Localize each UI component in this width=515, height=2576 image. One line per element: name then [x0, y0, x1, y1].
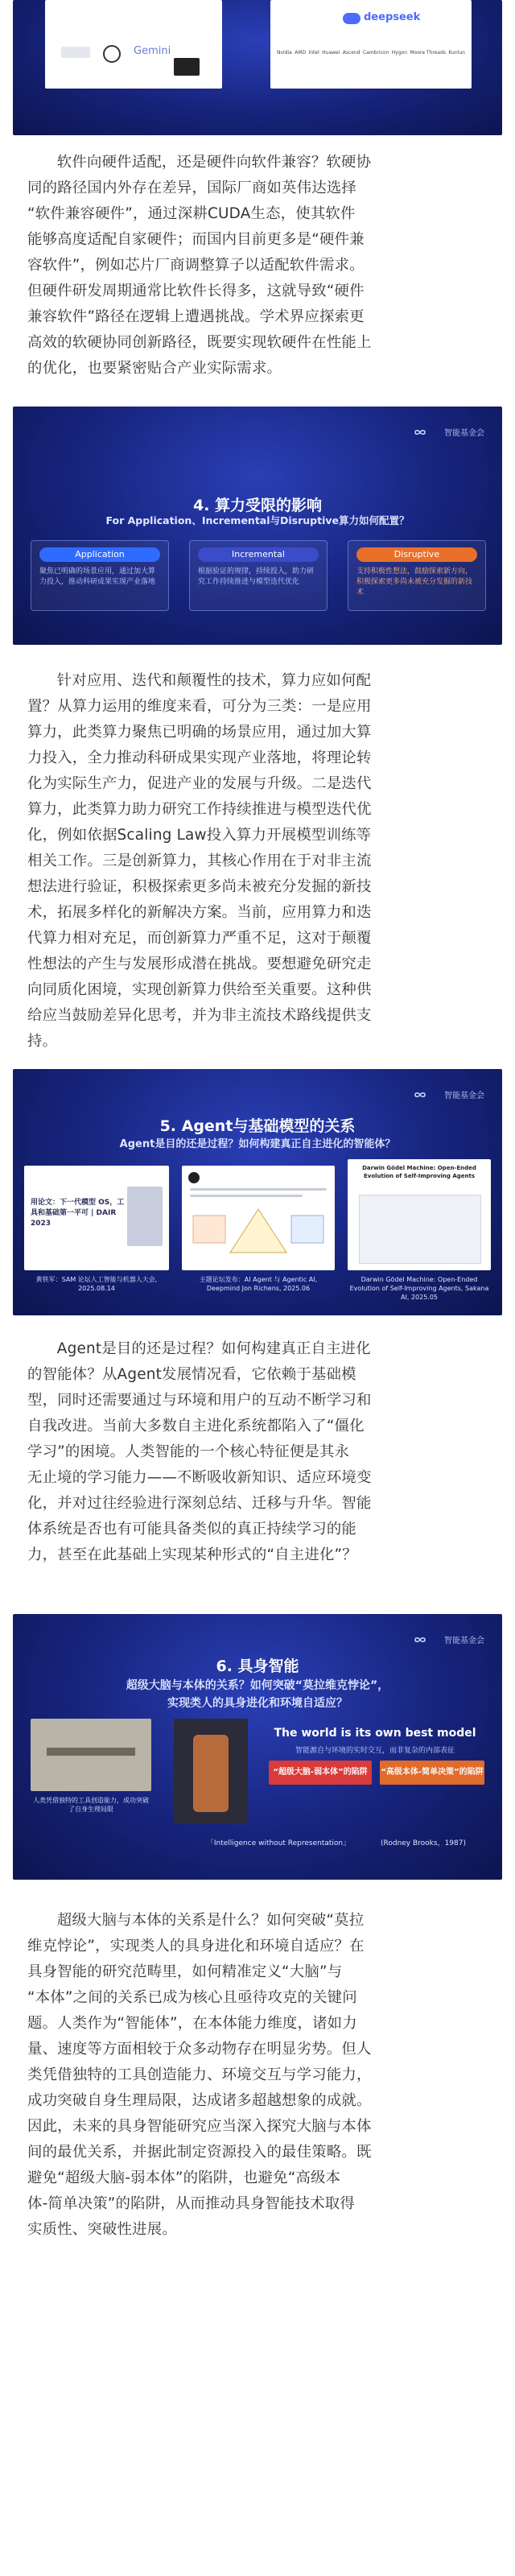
- text-line: 化，并对过往经验进行深刻总结、迁移与升华。智能: [27, 1495, 372, 1512]
- text-line: 具身智能的研究范畴里，如何精准定义“大脑”与: [27, 1963, 343, 1980]
- text-line: 力，甚至在此基础上实现某种形式的“自主进化”？: [27, 1546, 357, 1563]
- deepseek-label: deepseek: [364, 11, 421, 23]
- card-text: 支持积极性想法，鼓励探索新方向，积极探索更多尚未被充分发掘的新技术: [356, 568, 473, 597]
- slide-subtitle: 超级大脑与本体的关系？如何突破“莫拉维克悖论”，: [126, 1679, 389, 1692]
- foundation-logo: [410, 1088, 484, 1100]
- text-line: 化为实际生产力，促进产业的发展与升级。二是迭代: [27, 775, 372, 792]
- paragraph-agent: [27, 1336, 488, 1568]
- card-incremental: [189, 540, 328, 611]
- text-line: 避免“超级大脑-弱本体”的陷阱，也避免“高级本: [27, 2169, 341, 2186]
- caption: 主题论坛发布：AI Agent 与 Agentic AI, Deepmind Jon Richens, 2025.06: [199, 1276, 318, 1292]
- citation: (Rodney Brooks，1987): [380, 1839, 466, 1847]
- text-line: 型，同时还需要通过与环境和用户的互动不断学习和: [27, 1392, 372, 1409]
- text-line: 算力，此类算力聚焦已明确的场景应用，通过加大算: [27, 724, 372, 741]
- photo-robot: [174, 1719, 248, 1823]
- vendor-logo: Nvidia: [277, 50, 292, 56]
- text-line: 力投入，全力推动科研成果实现产业落地，将理论转: [27, 749, 372, 766]
- caption: 人类凭借独特的工具创造能力，成功突破了自身生理局限: [33, 1797, 149, 1813]
- tile-icon: [61, 47, 90, 58]
- slide-embodied-intelligence: [13, 1614, 502, 1880]
- vendor-logo: Hygon: [391, 50, 408, 56]
- vendor-logo-row: [277, 50, 465, 56]
- infinity-logo-icon: [410, 1634, 439, 1645]
- text-line: 体-简单决策”的陷阱，从而推动具身智能技术取得: [27, 2195, 355, 2212]
- diagram-icon: [190, 1204, 327, 1261]
- card-disruptive: [348, 540, 486, 611]
- top-slide-left-panel: [45, 0, 222, 89]
- text-line: 实质性、突破性进展。: [27, 2221, 177, 2238]
- text-line: 软件向硬件适配，还是硬件向软件兼容？软硬协: [56, 154, 372, 171]
- foundation-logo-text: 智能基金会: [444, 1092, 484, 1100]
- trap-box-left: “超级大脑-弱本体”的陷阱: [269, 1761, 372, 1785]
- robot-body: [193, 1735, 229, 1812]
- slide-title: 6. 具身智能: [216, 1657, 299, 1675]
- foundation-logo-text: 智能基金会: [444, 1637, 484, 1645]
- text-line: 持。: [27, 1033, 58, 1050]
- screenshot-talk: [24, 1166, 169, 1270]
- text-line: 给应当鼓励差异化思考，并为非主流技术路线提供支: [27, 1007, 372, 1024]
- vendor-logo: AMD: [295, 50, 307, 56]
- photo-early-flight: [31, 1719, 151, 1791]
- post-text-line: [190, 1188, 327, 1191]
- text-line: 维克悖论”，实现类人的具身进化和环境自适应？在: [27, 1938, 365, 1955]
- slide-title: 5. Agent与基础模型的关系: [159, 1117, 356, 1135]
- openai-icon: [103, 45, 121, 63]
- slide-agent-foundation-model: [13, 1069, 502, 1315]
- vendor-logo: Cambricon: [362, 50, 389, 56]
- vendor-logo: Ascend: [342, 50, 360, 56]
- text-line: 但硬件研发周期通常比软件长得多，这就导致“硬件: [27, 283, 365, 299]
- paper-title: Darwin Gödel Machine: Open-Ended Evolution of Self-Improving Agents: [362, 1165, 476, 1179]
- text-line: 题。人类作为“智能体”，在本体能力维度，诸如力: [27, 2015, 357, 2032]
- text-line: 学习”的困境。人类智能的一个核心特征便是其永: [27, 1443, 350, 1460]
- speaker-photo: [127, 1187, 163, 1246]
- text-line: 间的最优关系，并据此制定资源投入的最佳策略。既: [27, 2144, 372, 2161]
- vendor-logo: Kunlun: [448, 50, 465, 56]
- paper-figure: [359, 1195, 481, 1264]
- paragraph-embodied: [27, 1908, 488, 2243]
- text-line: 无止境的学习能力——不断吸收新知识、适应环境变: [27, 1469, 372, 1486]
- text-line: 成功突破自身生理局限，达成诸多超越想象的成就。: [27, 2092, 372, 2109]
- vendor-logo: Intel: [308, 50, 319, 56]
- text-line: 术，拓展多样化的新解决方案。当前，应用算力和迭: [27, 904, 372, 921]
- text-line: 化，例如依据Scaling Law投入算力开展模型训练等: [27, 827, 372, 844]
- text-line: 代算力相对充足，而创新算力严重不足，这对于颠覆: [27, 930, 372, 947]
- text-line: Agent是目的还是过程？如何构建真正自主进化: [56, 1340, 371, 1357]
- deepseek-icon: [343, 13, 360, 24]
- slide-subtitle: Agent是目的还是过程？如何构建真正自主进化的智能体？: [119, 1138, 396, 1150]
- chip-icon: [174, 58, 200, 76]
- trap-box-right: “高级本体-简单决策”的陷阱: [380, 1761, 484, 1785]
- screenshot-post: [182, 1166, 335, 1270]
- text-line: “软件兼容硬件”，通过深耕CUDA生态，使其软件: [27, 205, 356, 222]
- text-line: 的智能体？从Agent发展情况看，它依赖于基础模: [27, 1366, 356, 1383]
- text-line: 的优化，也要紧密贴合产业实际需求。: [27, 360, 282, 377]
- slide-compute-constraints: [13, 407, 502, 645]
- text-line: 因此，未来的具身智能研究应当深入探究大脑与本体: [27, 2118, 372, 2135]
- paragraph-compute-types: [27, 668, 488, 1055]
- infinity-logo-icon: [410, 1089, 439, 1100]
- text-line: 兼容软件”路径在逻辑上遭遇挑战。学术界应探索更: [27, 308, 365, 325]
- gemini-label: Gemini: [134, 45, 171, 57]
- caption: Darwin Gödel Machine: Open-Ended Evolution of Self-Improving Agents, Sakana AI, 2025.05: [349, 1276, 489, 1301]
- text-line: 类凭借独特的工具创造能力、环境交互与学习能力，: [27, 2066, 372, 2083]
- text-line: 向同质化困境，实现创新算力供给至关重要。这种供: [27, 981, 372, 998]
- card-text: 根据验证的规律，持续投入，助力研究工作持续推进与模型迭代优化: [198, 568, 315, 586]
- text-line: 置？从算力运用的维度来看，可分为三类：一是应用: [27, 698, 372, 715]
- text-line: 性想法的产生与发展形成潜在挑战。要想避免研究走: [27, 956, 372, 972]
- text-line: 想法进行验证，积极探索更多尚未被充分发掘的新技: [27, 878, 372, 895]
- card-text: 聚焦已明确的场景应用，通过加大算力投入，推动科研成果实现产业落地: [39, 568, 156, 586]
- slide-subtitle: 实现类人的具身进化和环境自适应？: [167, 1697, 348, 1710]
- text-line: 容软件”，例如芯片厂商调整算子以适配软件需求。: [27, 257, 365, 274]
- slide-title: 4. 算力受限的影响: [192, 497, 323, 514]
- vendor-logo: Huawei: [322, 50, 340, 56]
- text-line: 能够高度适配自家硬件；而国内目前更多是“硬件兼: [27, 231, 365, 248]
- text-line: 自我改进。当前大多数自主进化系统都陷入了“僵化: [27, 1418, 365, 1435]
- text-line: 量、速度等方面相较于众多动物存在明显劣势。但人: [27, 2041, 372, 2058]
- text-line: 相关工作。三是创新算力，其核心作用在于对非主流: [27, 852, 372, 869]
- card-pill: Incremental: [198, 547, 319, 562]
- foundation-logo: [410, 1633, 484, 1645]
- slide-subtitle: For Application、Incremental与Disruptive算力如何配置？: [105, 514, 410, 526]
- foundation-logo: [410, 426, 484, 438]
- text-line: 同的路径国内外存在差异，国际厂商如英伟达选择: [27, 180, 356, 196]
- citation: 「Intelligence without Representation」: [206, 1839, 351, 1847]
- text-line: “本体”之间的关系已成为核心且亟待攻克的关键问: [27, 1989, 357, 2006]
- card-application: [31, 540, 169, 611]
- caption: 黄铁军：SAM 论坛人工智能与机器人大会, 2025.08.14: [35, 1276, 158, 1292]
- quote-subtitle: 智能源自与环境的实时交互，而非复杂的内部表征: [295, 1747, 455, 1755]
- text-line: 超级大脑与本体的关系是什么？如何突破“莫拉: [56, 1912, 365, 1929]
- quote-title: The world is its own best model: [274, 1727, 476, 1740]
- top-slide: [13, 0, 502, 135]
- post-avatar: [188, 1172, 200, 1183]
- text-line: 高效的软硬协同创新路径，既要实现软硬件在性能上: [27, 334, 372, 351]
- plane-shape: [47, 1748, 135, 1756]
- text-line: 算力，此类算力助力研究工作持续推进与模型迭代优: [27, 801, 372, 818]
- foundation-logo-text: 智能基金会: [444, 429, 484, 438]
- top-slide-right-panel: [270, 0, 472, 89]
- vendor-logo: Moore Threads: [410, 50, 447, 56]
- infinity-logo-icon: [410, 427, 439, 438]
- card-pill: Application: [39, 547, 160, 562]
- screenshot-paper: [348, 1159, 491, 1270]
- talk-title: 用论文：下一代模型 OS，工具和基础第一平可 | DAIR 2023: [31, 1199, 125, 1228]
- card-pill: Disruptive: [356, 547, 477, 562]
- text-line: 针对应用、迭代和颠覆性的技术，算力应如何配: [56, 672, 372, 689]
- paragraph-software-hardware: [27, 150, 488, 382]
- post-text-line: [190, 1195, 303, 1197]
- text-line: 体系统是否也有可能具备类似的真正持续学习的能: [27, 1521, 356, 1538]
